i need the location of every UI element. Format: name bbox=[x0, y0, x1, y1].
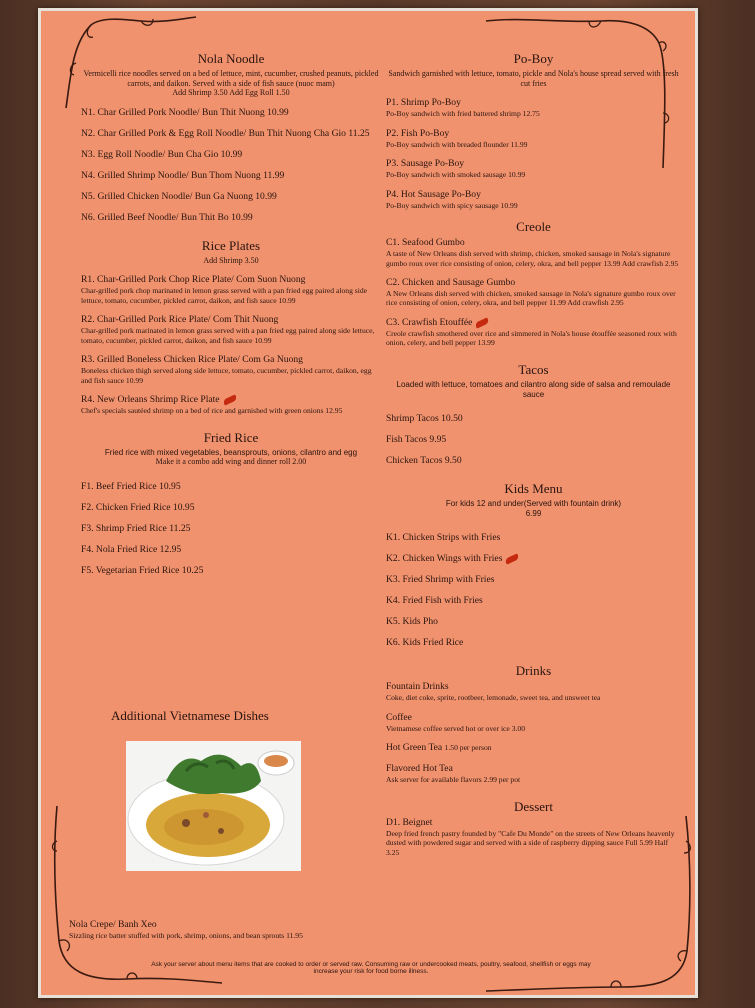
nola-noodle-adds: Add Shrimp 3.50 Add Egg Roll 1.50 bbox=[172, 88, 290, 98]
banh-xeo-plate-icon bbox=[126, 741, 301, 871]
tacos-title: Tacos bbox=[518, 361, 549, 377]
poboy-desc: Sandwich garnished with lettuce, tomato, pickle and Nola's house spread served with fresh cut fries bbox=[388, 69, 679, 88]
menu-item: F3. Shrimp Fried Rice 11.25 bbox=[81, 522, 191, 534]
menu-item: R1. Char-Grilled Pork Chop Rice Plate/ Com Suon Nuong bbox=[81, 274, 306, 286]
menu-item-desc: Ask server for available flavors 2.99 per pot bbox=[386, 775, 521, 785]
menu-item-desc: Creole crawfish smothered over rice and simmered in Nola's house étouffée seasoned roux with onion, celery, and bell pepper 13.99 bbox=[386, 328, 677, 348]
menu-item: R2. Char-Grilled Pork Rice Plate/ Com Thit Nuong bbox=[81, 314, 279, 326]
menu-item: N1. Char Grilled Pork Noodle/ Bun Thit Nuong 10.99 bbox=[81, 106, 289, 118]
menu-item-desc: A taste of New Orleans dish served with shrimp, chicken, smoked sausage in Nola's signature gumbo roux over rice consisting of onion, celery, okra, and bell pepper 13.99 Add crawfish 2.95 bbox=[386, 249, 679, 268]
menu-item-name: K2. Chicken Wings with Fries bbox=[386, 553, 503, 565]
poboy-title: Po-Boy bbox=[513, 51, 554, 66]
rice-plates-title: Rice Plates bbox=[201, 237, 261, 253]
menu-item: P1. Shrimp Po-Boy bbox=[386, 97, 461, 109]
menu-item: C2. Chicken and Sausage Gumbo bbox=[386, 277, 516, 289]
crepe-name: Nola Crepe/ Banh Xeo bbox=[69, 919, 157, 930]
menu-item: N4. Grilled Shrimp Noodle/ Bun Thom Nuong 11.99 bbox=[81, 169, 285, 181]
chili-pepper-icon bbox=[222, 394, 237, 405]
menu-item bbox=[386, 742, 681, 754]
menu-item bbox=[386, 553, 681, 565]
menu-item-name: R4. New Orleans Shrimp Rice Plate bbox=[81, 394, 220, 406]
menu-item: F2. Chicken Fried Rice 10.95 bbox=[81, 501, 195, 513]
menu-item: P3. Sausage Po-Boy bbox=[386, 158, 465, 170]
menu-item-desc: Vietnamese coffee served hot or over ice 3.00 bbox=[386, 723, 525, 733]
menu-item-desc: Chef's specials sautéed shrimp on a bed of rice and garnished with green onions 12.95 bbox=[81, 406, 343, 416]
additional-dishes-title: Additional Vietnamese Dishes bbox=[111, 708, 269, 723]
menu-item: P2. Fish Po-Boy bbox=[386, 127, 450, 139]
menu-item-desc: 1.50 per person bbox=[444, 743, 492, 753]
menu-item: N5. Grilled Chicken Noodle/ Bun Ga Nuong 10.99 bbox=[81, 190, 277, 202]
food-safety-disclaimer: Ask your server about menu items that are cooked to order or served raw. Consuming raw or undercooked meats, poultry, seafood, shellfish or eggs may increase your risk for food borne illness. bbox=[151, 960, 591, 976]
menu-item-desc: Deep fried french pastry founded by "Cafe Du Monde" on the streets of New Orleans heavenly dusted with powdered sugar and served with a side of raspberry dipping sauce Full 5.99 Half 3.25 bbox=[386, 828, 675, 857]
menu-item: C1. Seafood Gumbo bbox=[386, 237, 465, 249]
menu-item: K5. Kids Pho bbox=[386, 616, 438, 628]
menu-item-desc: Boneless chicken thigh served along side lettuce, tomato, cucumber, pickled carrot, daikon, egg and fish sauce 10.99 bbox=[81, 366, 372, 385]
chili-pepper-icon bbox=[505, 553, 520, 564]
menu-item: Fish Tacos 9.95 bbox=[386, 434, 447, 446]
menu-item-desc: Po-Boy sandwich with breaded flounder 11.99 bbox=[386, 139, 528, 149]
chili-pepper-icon bbox=[475, 317, 490, 328]
kids-menu-title: Kids Menu bbox=[504, 481, 563, 497]
menu-item-desc: Po-Boy sandwich with smoked sausage 10.99 bbox=[386, 170, 526, 180]
menu-item: Coffee bbox=[386, 711, 412, 723]
menu-item: K1. Chicken Strips with Fries bbox=[386, 532, 501, 544]
rice-plates-sub: Add Shrimp 3.50 bbox=[203, 255, 259, 265]
menu-item: Fountain Drinks bbox=[386, 681, 449, 693]
menu-item: R3. Grilled Boneless Chicken Rice Plate/ Com Ga Nuong bbox=[81, 354, 303, 366]
right-column bbox=[386, 51, 681, 857]
menu-item-desc: Po-Boy sandwich with fried battered shrimp 12.75 bbox=[386, 109, 540, 119]
menu-item bbox=[81, 394, 381, 406]
menu-item-desc: Char-grilled pork marinated in lemon grass served with a pan fried egg paired along side lettuce, tomato, cucumber, pickled carrot, daikon, and fish sauce 10.99 bbox=[81, 326, 375, 345]
menu-item: Chicken Tacos 9.50 bbox=[386, 455, 462, 467]
drinks-title: Drinks bbox=[515, 663, 552, 679]
left-column bbox=[81, 51, 381, 577]
menu-item: N6. Grilled Beef Noodle/ Bun Thit Bo 10.99 bbox=[81, 211, 253, 223]
menu-item: K6. Kids Fried Rice bbox=[386, 637, 464, 649]
fried-rice-title: Fried Rice bbox=[203, 429, 259, 445]
menu-item: F1. Beef Fried Rice 10.95 bbox=[81, 480, 181, 492]
menu-item: D1. Beignet bbox=[386, 816, 433, 828]
nola-noodle-title: Nola Noodle bbox=[197, 51, 265, 66]
nola-noodle-desc: Vermicelli rice noodles served on a bed of lettuce, mint, cucumber, crushed peanuts, pickled carrots, and daikon. Served with a side of fish sauce (nuoc mam) bbox=[83, 69, 379, 88]
fried-rice-desc: Fried rice with mixed vegetables, beansprouts, onions, cilantro and egg bbox=[104, 447, 358, 457]
menu-item: P4. Hot Sausage Po-Boy bbox=[386, 188, 481, 200]
tacos-desc: Loaded with lettuce, tomatoes and cilantro along side of salsa and remoulade sauce bbox=[396, 379, 671, 399]
kids-menu-price: 6.99 bbox=[525, 508, 542, 518]
menu-item-desc: Po-Boy sandwich with spicy sausage 10.99 bbox=[386, 200, 518, 210]
menu-item: F4. Nola Fried Rice 12.95 bbox=[81, 543, 182, 555]
menu-item-name: Hot Green Tea bbox=[386, 742, 443, 754]
crepe-block bbox=[69, 919, 339, 940]
menu-sheet bbox=[38, 8, 698, 998]
fried-rice-combo: Make it a combo add wing and dinner roll 2.00 bbox=[155, 457, 307, 467]
menu-item: N3. Egg Roll Noodle/ Bun Cha Gio 10.99 bbox=[81, 148, 243, 160]
banh-xeo-photo bbox=[126, 741, 301, 871]
menu-item-desc: Coke, diet coke, sprite, rootbeer, lemonade, sweet tea, and unsweet tea bbox=[386, 693, 601, 703]
dessert-title: Dessert bbox=[514, 798, 553, 814]
creole-title: Creole bbox=[516, 219, 551, 235]
menu-item bbox=[386, 317, 681, 329]
menu-item-name: C3. Crawfish Etouffée bbox=[386, 316, 473, 328]
menu-item: N2. Char Grilled Pork & Egg Roll Noodle/ Bun Thit Nuong Cha Gio 11.25 bbox=[81, 127, 370, 139]
menu-item-desc: Char-grilled pork chop marinated in lemon grass served with a pan fried egg paired along side lettuce, tomato, cucumber, pickled carrot, daikon, and fish sauce 10.99 bbox=[81, 286, 368, 305]
menu-item: F5. Vegetarian Fried Rice 10.25 bbox=[81, 564, 204, 576]
menu-item-desc: A New Orleans dish served with chicken, smoked sausage in Nola's signature gumbo roux over rice consisting of onion, celery, okra, and bell pepper 11.99 Add crawfish 2.95 bbox=[386, 289, 676, 308]
menu-item: K4. Fried Fish with Fries bbox=[386, 595, 483, 607]
menu-item: Flavored Hot Tea bbox=[386, 763, 453, 775]
menu-item: K3. Fried Shrimp with Fries bbox=[386, 574, 495, 586]
kids-menu-desc: For kids 12 and under(Served with fountain drink) bbox=[445, 499, 622, 509]
menu-item: Shrimp Tacos 10.50 bbox=[386, 413, 463, 425]
crepe-desc: Sizzling rice batter stuffed with pork, shrimp, onions, and bean sprouts 11.95 bbox=[69, 930, 303, 940]
